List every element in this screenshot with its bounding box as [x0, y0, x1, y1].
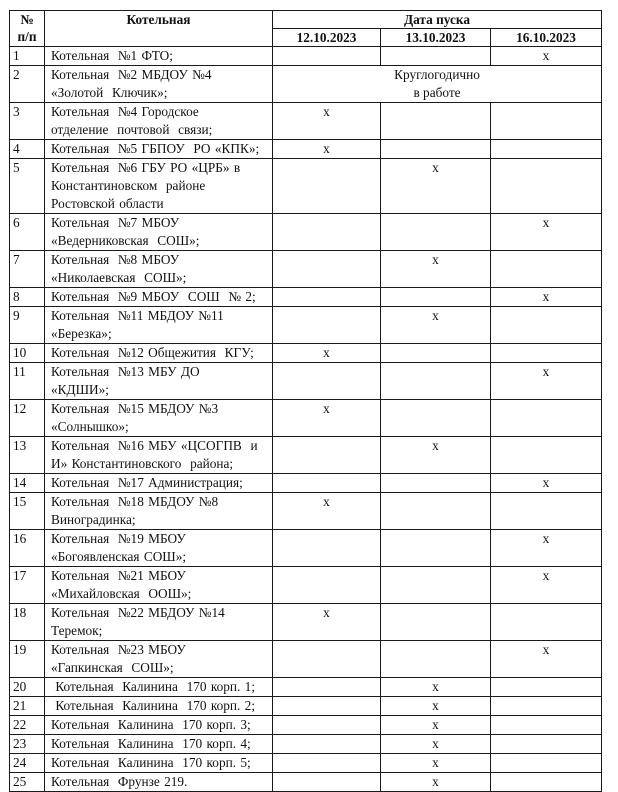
table-row: [10, 214, 602, 251]
row-number: 21: [10, 697, 45, 716]
boiler-name-line: Котельная №23 МБОУ: [51, 642, 186, 657]
start-mark: х: [323, 494, 330, 509]
table-row: [10, 697, 602, 716]
boiler-name: [45, 437, 273, 474]
row-number: 3: [10, 103, 45, 140]
date-cell-3: [491, 400, 602, 437]
row-number: 20: [10, 678, 45, 697]
boiler-name-line: Котельная №11 МБДОУ №11: [51, 308, 224, 323]
boiler-name: [45, 678, 273, 697]
boiler-name-line: Ростовской области: [51, 196, 164, 211]
date-cell-3: [491, 344, 602, 363]
row-number: 5: [10, 159, 45, 214]
date-cell-1: [273, 214, 381, 251]
date-cell-1: [273, 678, 381, 697]
boiler-name-line: Теремок;: [51, 623, 103, 638]
date-cell-2: [381, 716, 491, 735]
row-number: 16: [10, 530, 45, 567]
boiler-name-line: Котельная №7 МБОУ: [51, 215, 180, 230]
start-mark: х: [323, 345, 330, 360]
date-cell-1: [273, 697, 381, 716]
table-row: [10, 307, 602, 344]
date-cell-2: [381, 567, 491, 604]
note-line: в работе: [413, 85, 461, 100]
row-number: 18: [10, 604, 45, 641]
start-mark: х: [432, 438, 439, 453]
table-row: [10, 678, 602, 697]
date-cell-1: [273, 437, 381, 474]
boiler-name-line: И» Константиновского района;: [51, 456, 234, 471]
date-cell-3: [491, 251, 602, 288]
boiler-name-line: Котельная №12 Общежития КГУ;: [51, 345, 254, 360]
row-number: 24: [10, 754, 45, 773]
boiler-name-line: «КДШИ»;: [51, 382, 109, 397]
start-mark: х: [542, 568, 550, 583]
date-cell-2: [381, 251, 491, 288]
start-mark: х: [432, 717, 439, 732]
start-mark: х: [432, 736, 439, 751]
year-round-operation-note: [273, 66, 602, 103]
boiler-name: [45, 159, 273, 214]
date-cell-1: [273, 103, 381, 140]
boiler-name: [45, 773, 273, 792]
boiler-name: [45, 344, 273, 363]
table-row: [10, 363, 602, 400]
boiler-name-line: «Ведерниковская СОШ»;: [51, 233, 200, 248]
start-mark: х: [542, 215, 550, 230]
date-cell-1: [273, 363, 381, 400]
date-cell-3: [491, 567, 602, 604]
header-number-line-2: п/п: [17, 29, 37, 44]
start-mark: х: [432, 698, 439, 713]
boiler-name-line: «Березка»;: [51, 326, 112, 341]
date-cell-1: [273, 474, 381, 493]
start-mark: х: [542, 531, 550, 546]
date-cell-1: [273, 754, 381, 773]
start-mark: х: [323, 141, 330, 156]
boiler-startup-table: [9, 10, 602, 792]
header-start-date-group: Дата пуска: [273, 11, 602, 29]
row-number: 4: [10, 140, 45, 159]
date-cell-2: [381, 493, 491, 530]
date-cell-3: [491, 493, 602, 530]
row-number: 23: [10, 735, 45, 754]
table-row: [10, 493, 602, 530]
date-cell-3: [491, 735, 602, 754]
date-cell-3: [491, 214, 602, 251]
boiler-name: [45, 754, 273, 773]
boiler-name-line: Котельная №13 МБУ ДО: [51, 364, 200, 379]
table-row: [10, 567, 602, 604]
table-row: [10, 716, 602, 735]
boiler-name: [45, 604, 273, 641]
date-cell-2: [381, 697, 491, 716]
table-row: [10, 530, 602, 567]
date-cell-2: [381, 400, 491, 437]
header-boiler-name: Котельная: [45, 11, 273, 47]
boiler-name-line: Котельная №21 МБОУ: [51, 568, 186, 583]
boiler-name: [45, 716, 273, 735]
date-cell-2: [381, 754, 491, 773]
table-row: [10, 735, 602, 754]
date-cell-2: [381, 47, 491, 66]
boiler-name: [45, 697, 273, 716]
date-cell-2: [381, 437, 491, 474]
boiler-name-line: Котельная №15 МБДОУ №3: [51, 401, 219, 416]
date-cell-2: [381, 159, 491, 214]
header-date-2: 13.10.2023: [381, 29, 491, 47]
date-cell-2: [381, 103, 491, 140]
date-cell-2: [381, 474, 491, 493]
date-cell-3: [491, 363, 602, 400]
table-row: [10, 641, 602, 678]
boiler-name: [45, 214, 273, 251]
date-cell-1: [273, 493, 381, 530]
table-body: [10, 47, 602, 792]
start-mark: х: [542, 289, 550, 304]
boiler-name: [45, 363, 273, 400]
table-row: [10, 754, 602, 773]
boiler-name-line: Котельная Калинина 170 корп. 3;: [51, 717, 251, 732]
table-row: [10, 474, 602, 493]
date-cell-2: [381, 735, 491, 754]
date-cell-1: [273, 530, 381, 567]
boiler-name-line: Котельная №19 МБОУ: [51, 531, 186, 546]
table-row: [10, 66, 602, 103]
date-cell-2: [381, 363, 491, 400]
date-cell-3: [491, 754, 602, 773]
boiler-name: [45, 140, 273, 159]
table-row: [10, 437, 602, 474]
header-row-top: [10, 11, 602, 29]
date-cell-3: [491, 437, 602, 474]
boiler-name: [45, 251, 273, 288]
boiler-name-line: «Солнышко»;: [51, 419, 129, 434]
date-cell-1: [273, 716, 381, 735]
boiler-name-line: Котельная №22 МБДОУ №14: [51, 605, 225, 620]
date-cell-3: [491, 474, 602, 493]
boiler-name: [45, 474, 273, 493]
start-mark: х: [542, 475, 550, 490]
date-cell-1: [273, 47, 381, 66]
boiler-name-line: Котельная №5 ГБПОУ РО «КПК»;: [51, 141, 260, 156]
boiler-name-line: Котельная №4 Городское: [51, 104, 199, 119]
boiler-name: [45, 493, 273, 530]
table-row: [10, 47, 602, 66]
row-number: 7: [10, 251, 45, 288]
boiler-name: [45, 66, 273, 103]
start-mark: х: [432, 755, 439, 770]
boiler-name-line: Котельная №9 МБОУ СОШ № 2;: [51, 289, 256, 304]
date-cell-1: [273, 307, 381, 344]
header-number-line-1: №: [20, 12, 34, 27]
table-row: [10, 140, 602, 159]
table-row: [10, 344, 602, 363]
row-number: 11: [10, 363, 45, 400]
boiler-name-line: Константиновском районе: [51, 178, 206, 193]
row-number: 14: [10, 474, 45, 493]
date-cell-3: [491, 103, 602, 140]
boiler-name: [45, 307, 273, 344]
date-cell-2: [381, 678, 491, 697]
boiler-name: [45, 400, 273, 437]
boiler-name-line: Котельная №8 МБОУ: [51, 252, 180, 267]
document-page: [9, 10, 602, 792]
boiler-name-line: Котельная Фрунзе 219.: [51, 774, 188, 789]
date-cell-3: [491, 641, 602, 678]
boiler-name-line: Котельная №16 МБУ «ЦСОГПВ и: [51, 438, 258, 453]
date-cell-1: [273, 773, 381, 792]
boiler-name: [45, 641, 273, 678]
boiler-name-line: Виноградинка;: [51, 512, 136, 527]
date-cell-3: [491, 288, 602, 307]
table-row: [10, 773, 602, 792]
date-cell-3: [491, 307, 602, 344]
date-cell-1: [273, 140, 381, 159]
header-date-1: 12.10.2023: [273, 29, 381, 47]
boiler-name-line: Котельная №1 ФТО;: [51, 48, 173, 63]
boiler-name-line: Котельная Калинина 170 корп. 4;: [51, 736, 251, 751]
date-cell-2: [381, 288, 491, 307]
row-number: 17: [10, 567, 45, 604]
row-number: 8: [10, 288, 45, 307]
row-number: 13: [10, 437, 45, 474]
date-cell-3: [491, 604, 602, 641]
start-mark: х: [323, 104, 330, 119]
date-cell-3: [491, 140, 602, 159]
boiler-name: [45, 288, 273, 307]
row-number: 15: [10, 493, 45, 530]
row-number: 10: [10, 344, 45, 363]
header-date-3: 16.10.2023: [491, 29, 602, 47]
date-cell-2: [381, 140, 491, 159]
start-mark: х: [542, 642, 550, 657]
table-row: [10, 159, 602, 214]
date-cell-3: [491, 159, 602, 214]
boiler-name-line: Котельная №6 ГБУ РО «ЦРБ» в: [51, 160, 241, 175]
start-mark: х: [432, 774, 439, 789]
date-cell-3: [491, 678, 602, 697]
date-cell-1: [273, 400, 381, 437]
table-row: [10, 400, 602, 437]
row-number: 12: [10, 400, 45, 437]
row-number: 19: [10, 641, 45, 678]
start-mark: х: [432, 308, 439, 323]
date-cell-1: [273, 344, 381, 363]
start-mark: х: [323, 401, 330, 416]
date-cell-2: [381, 307, 491, 344]
date-cell-2: [381, 214, 491, 251]
start-mark: х: [432, 160, 439, 175]
start-mark: х: [542, 364, 550, 379]
date-cell-1: [273, 567, 381, 604]
boiler-name-line: Котельная Калинина 170 корп. 2;: [51, 698, 256, 713]
date-cell-2: [381, 530, 491, 567]
date-cell-2: [381, 344, 491, 363]
note-line: Круглогодично: [394, 67, 480, 82]
header-number: [10, 11, 45, 47]
row-number: 1: [10, 47, 45, 66]
boiler-name: [45, 47, 273, 66]
start-mark: х: [432, 252, 439, 267]
boiler-name-line: Котельная №17 Администрация;: [51, 475, 243, 490]
boiler-name: [45, 567, 273, 604]
date-cell-2: [381, 641, 491, 678]
boiler-name-line: Котельная Калинина 170 корп. 1;: [51, 679, 256, 694]
date-cell-1: [273, 159, 381, 214]
boiler-name-line: отделение почтовой связи;: [51, 122, 213, 137]
row-number: 6: [10, 214, 45, 251]
boiler-name-line: «Гапкинская СОШ»;: [51, 660, 174, 675]
boiler-name-line: «Золотой Ключик»;: [51, 85, 168, 100]
row-number: 9: [10, 307, 45, 344]
date-cell-1: [273, 604, 381, 641]
start-mark: х: [323, 605, 330, 620]
row-number: 2: [10, 66, 45, 103]
boiler-name-line: «Николаевская СОШ»;: [51, 270, 187, 285]
table-row: [10, 288, 602, 307]
date-cell-1: [273, 641, 381, 678]
table-row: [10, 251, 602, 288]
row-number: 25: [10, 773, 45, 792]
date-cell-3: [491, 530, 602, 567]
date-cell-1: [273, 251, 381, 288]
start-mark: х: [432, 679, 439, 694]
row-number: 22: [10, 716, 45, 735]
boiler-name-line: Котельная №2 МБДОУ №4: [51, 67, 212, 82]
boiler-name: [45, 103, 273, 140]
date-cell-2: [381, 604, 491, 641]
boiler-name-line: Котельная Калинина 170 корп. 5;: [51, 755, 251, 770]
boiler-name-line: «Михайловская ООШ»;: [51, 586, 192, 601]
date-cell-3: [491, 47, 602, 66]
boiler-name-line: Котельная №18 МБДОУ №8: [51, 494, 219, 509]
date-cell-2: [381, 773, 491, 792]
date-cell-3: [491, 716, 602, 735]
date-cell-3: [491, 773, 602, 792]
boiler-name: [45, 530, 273, 567]
table-row: [10, 103, 602, 140]
start-mark: х: [542, 48, 550, 63]
boiler-name: [45, 735, 273, 754]
date-cell-1: [273, 735, 381, 754]
date-cell-1: [273, 288, 381, 307]
date-cell-3: [491, 697, 602, 716]
table-row: [10, 604, 602, 641]
boiler-name-line: «Богоявленская СОШ»;: [51, 549, 187, 564]
